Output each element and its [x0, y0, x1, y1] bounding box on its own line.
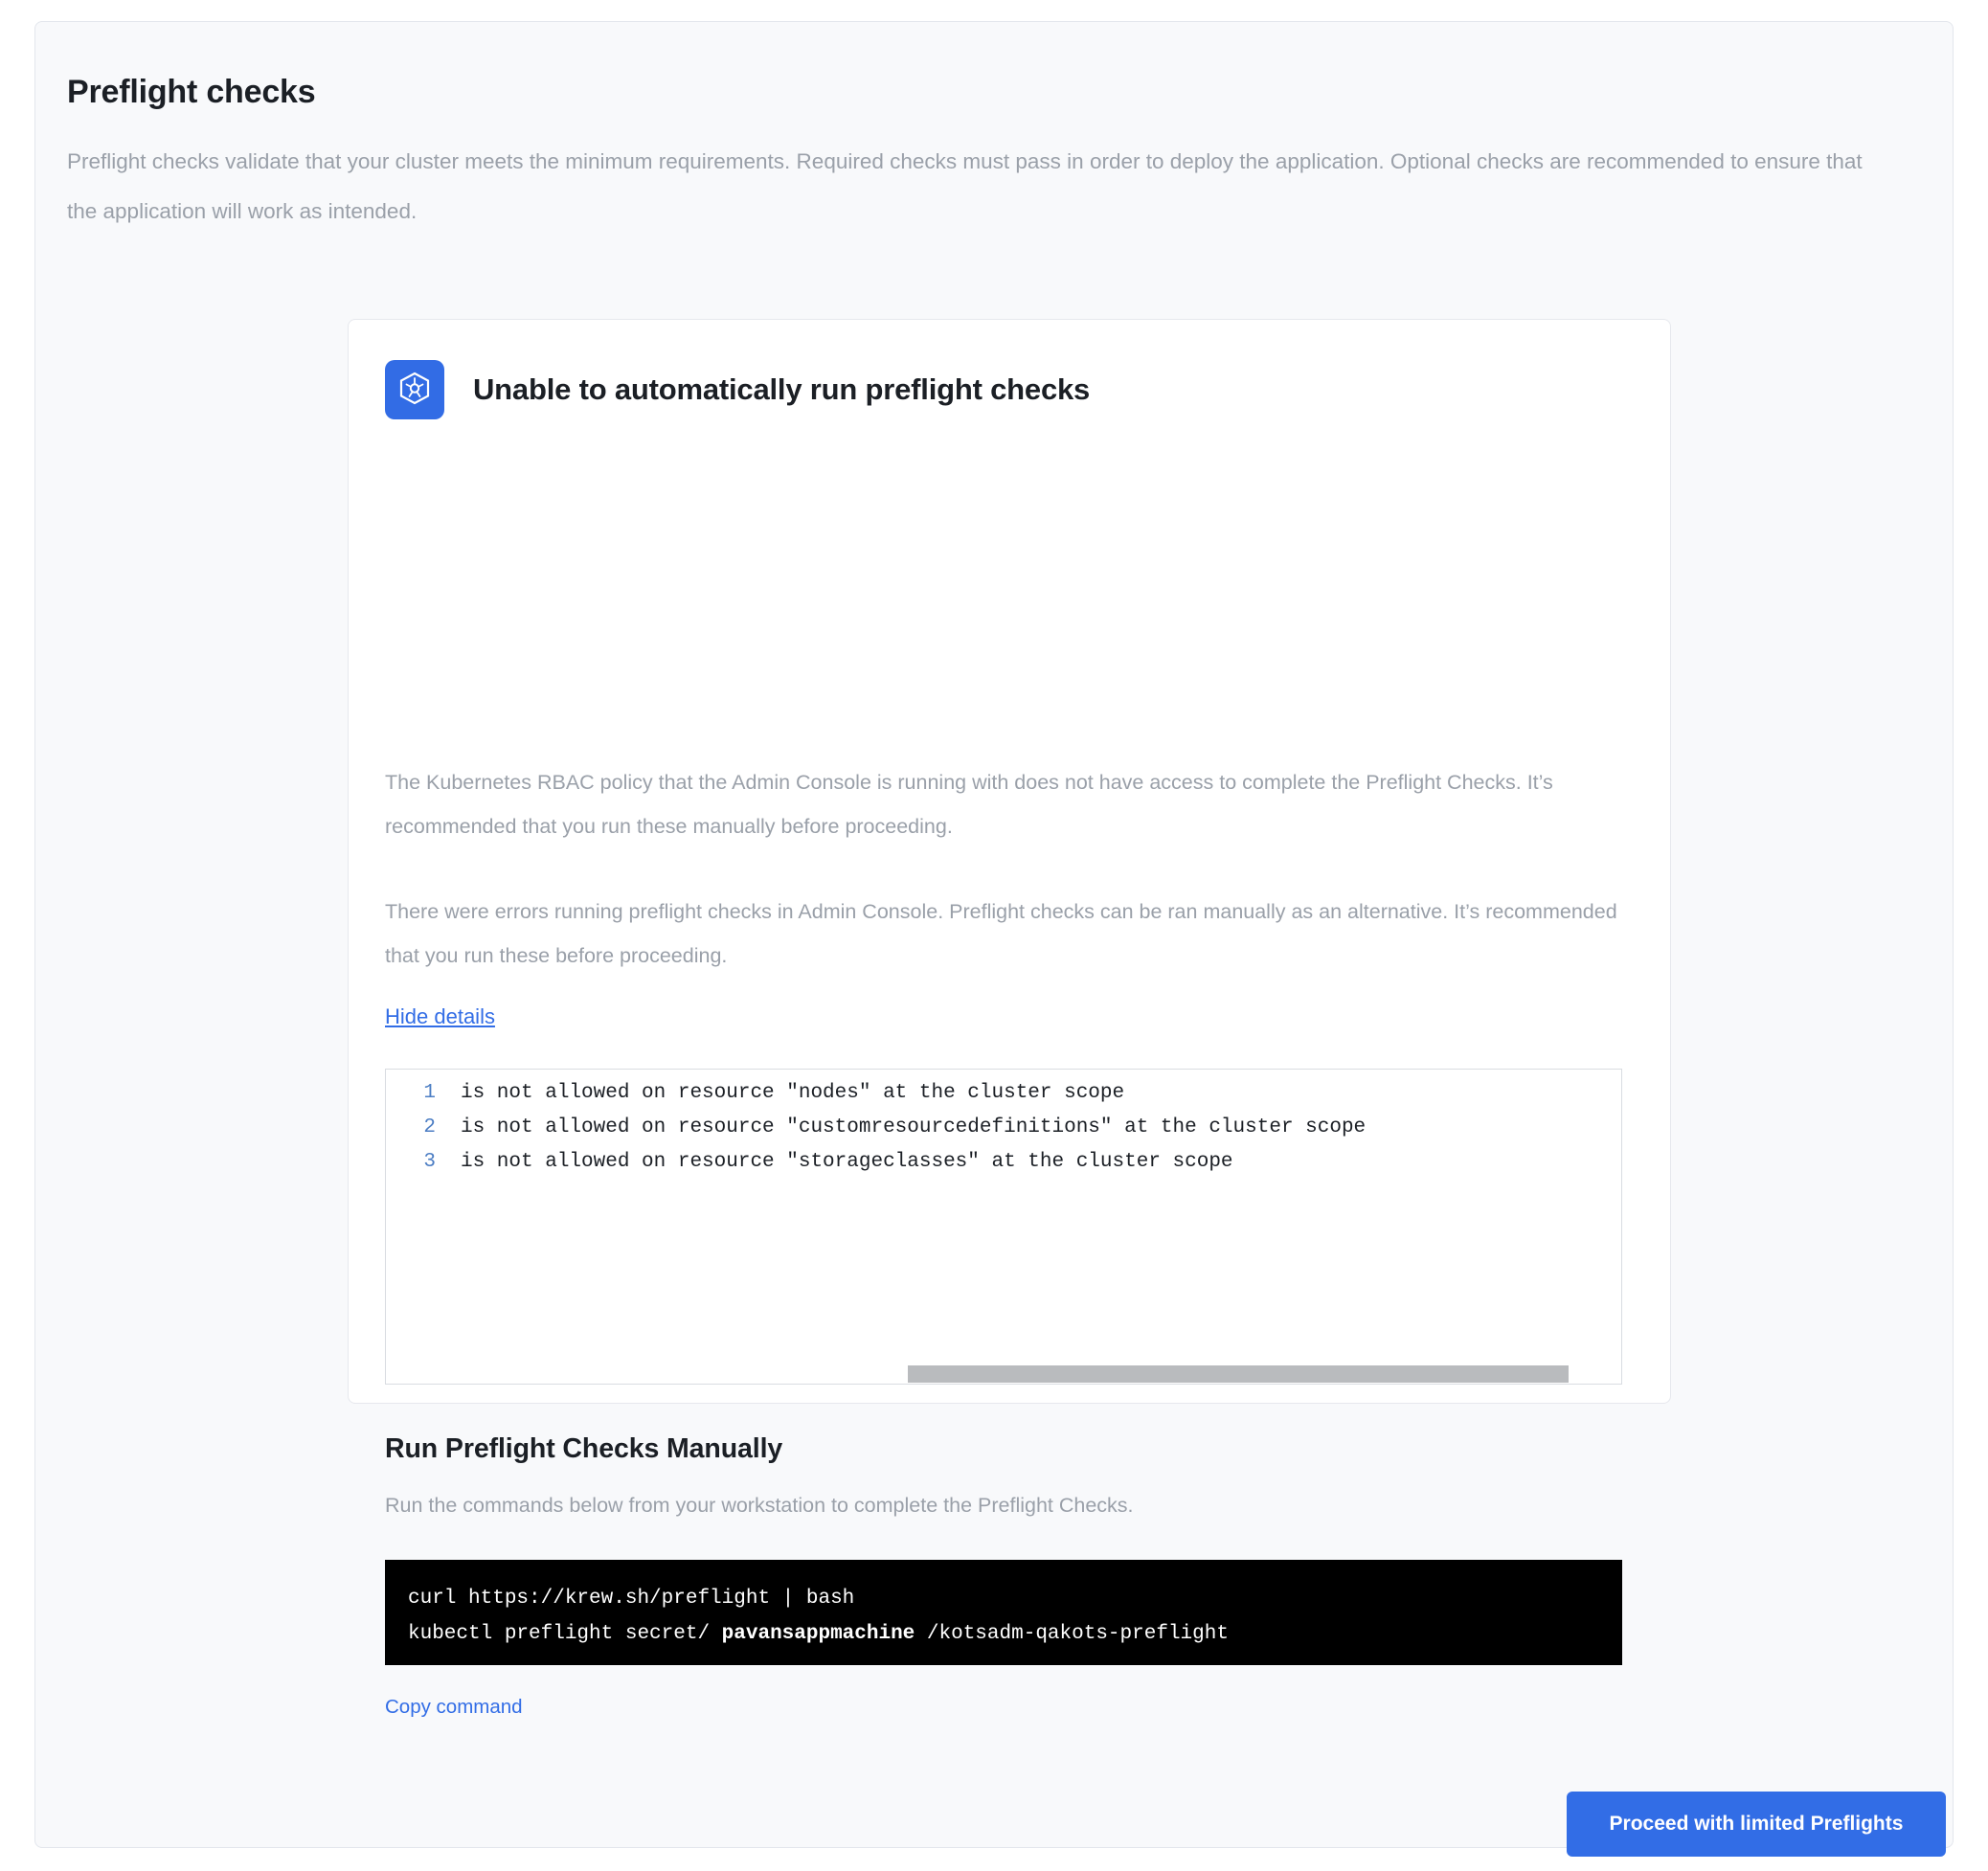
copy-command-link[interactable]: Copy command	[385, 1696, 523, 1718]
manual-section-title: Run Preflight Checks Manually	[385, 1433, 783, 1464]
command-highlight: pavansappmachine	[721, 1623, 915, 1645]
page-title: Preflight checks	[67, 74, 316, 110]
error-log-row	[386, 1116, 1621, 1151]
command-line-1: curl https://krew.sh/preflight | bash	[408, 1588, 855, 1610]
error-log-lines	[386, 1082, 1621, 1185]
line-text: is not allowed on resource "storageclasses" at the cluster scope	[461, 1151, 1233, 1173]
error-log-row	[386, 1082, 1621, 1116]
card-header	[385, 360, 1090, 419]
proceed-with-limited-preflights-button[interactable]: Proceed with limited Preflights	[1567, 1792, 1946, 1857]
command-suffix: /kotsadm-qakots-preflight	[915, 1623, 1229, 1645]
hide-details-link[interactable]: Hide details	[385, 1004, 495, 1028]
card-paragraph-1: The Kubernetes RBAC policy that the Admin Console is running with does not have access to complete the Preflight Checks. It’s recommended that you run these manually before proceeding.	[385, 771, 1553, 838]
line-text: is not allowed on resource "nodes" at the cluster scope	[461, 1082, 1125, 1104]
preflight-checks-panel	[34, 21, 1954, 1848]
card-heading: Unable to automatically run preflight checks	[473, 372, 1091, 406]
error-log-row	[386, 1151, 1621, 1185]
command-block[interactable]	[385, 1560, 1622, 1665]
line-number: 2	[423, 1116, 436, 1138]
horizontal-scrollbar-thumb[interactable]	[908, 1365, 1569, 1383]
manual-section-description: Run the commands below from your workstation to complete the Preflight Checks.	[385, 1494, 1134, 1517]
command-line-2	[408, 1616, 1599, 1652]
preflight-error-card	[348, 319, 1671, 1718]
line-number: 3	[423, 1151, 436, 1173]
command-prefix: kubectl preflight secret/	[408, 1623, 722, 1645]
card-paragraph-2: There were errors running preflight checks in Admin Console. Preflight checks can be ran manually as an alternative. It’s recommended that you run these before proceeding.	[385, 900, 1617, 967]
error-log-box[interactable]	[385, 1069, 1622, 1385]
line-number: 1	[423, 1082, 436, 1104]
line-text: is not allowed on resource "customresourcedefinitions" at the cluster scope	[461, 1116, 1367, 1138]
page-description: Preflight checks validate that your cluster meets the minimum requirements. Required checks must pass in order to deploy the application. Optional checks are recommended to ensure that the application will work as intended.	[67, 149, 1863, 223]
kubernetes-icon	[385, 360, 444, 419]
